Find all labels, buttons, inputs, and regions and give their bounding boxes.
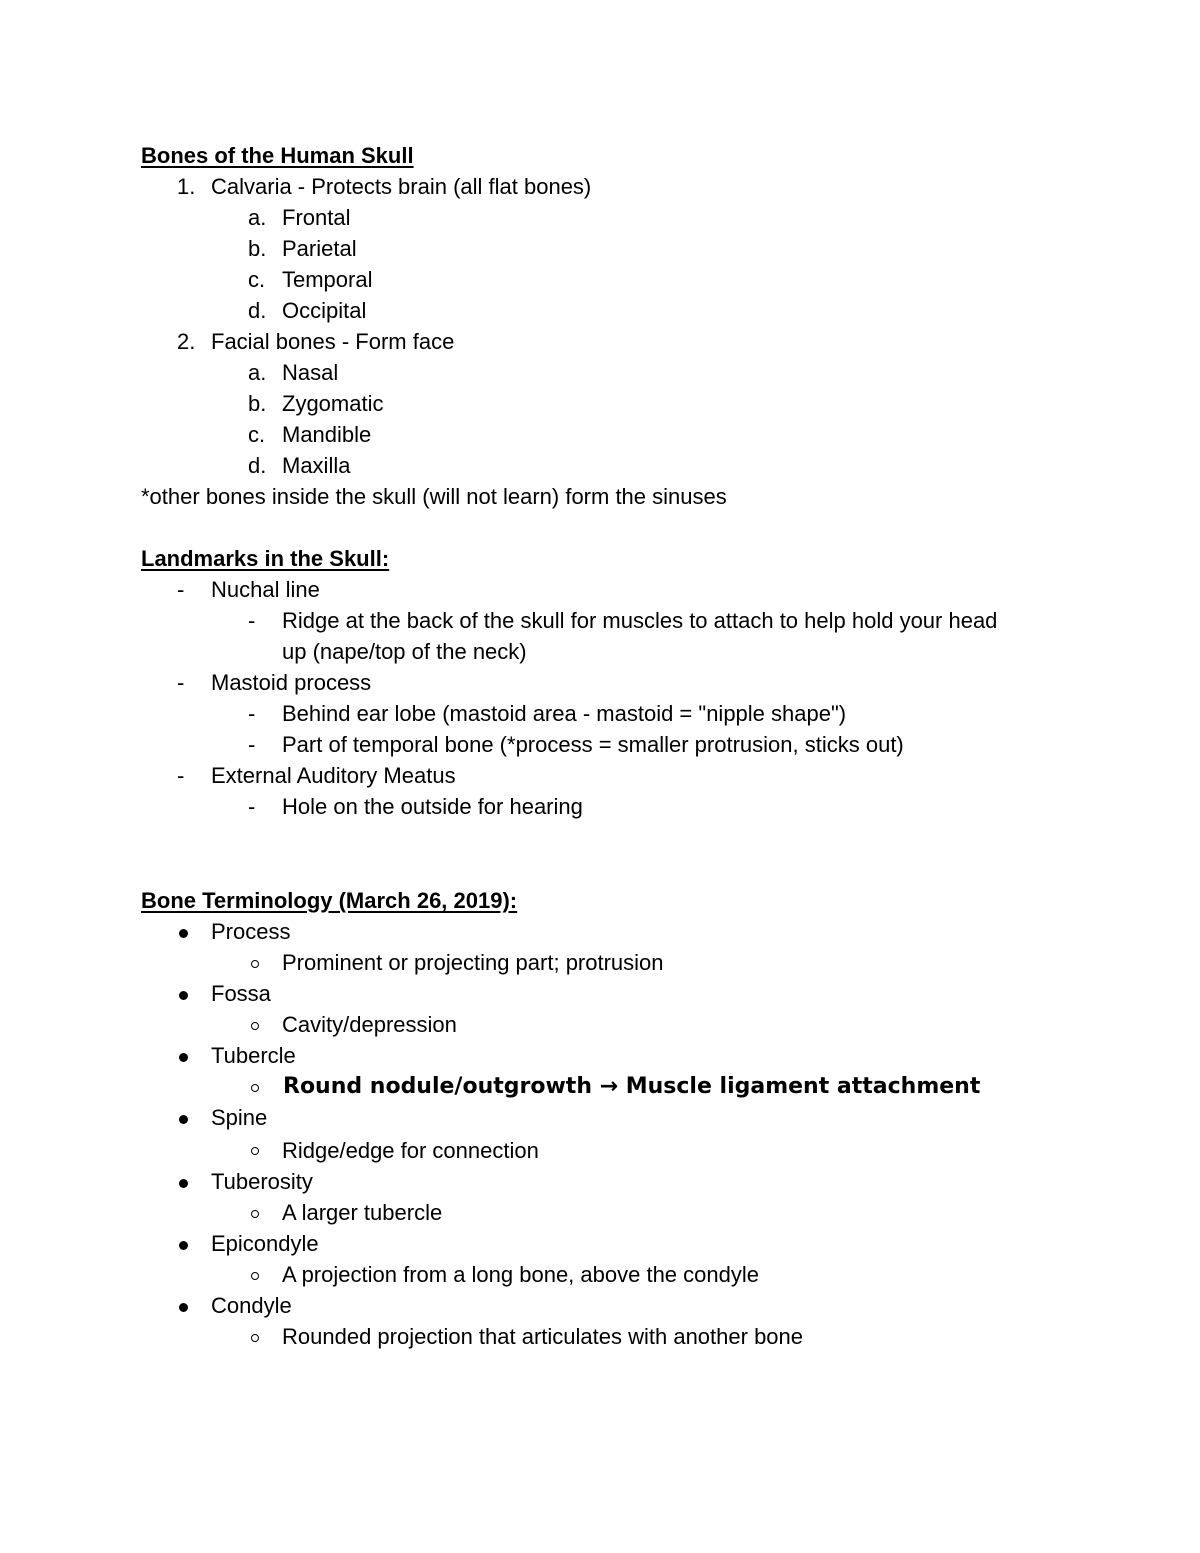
term-epicondyle-definition: A projection from a long bone, above the condyle — [282, 1262, 759, 1287]
term-process-definition: Prominent or projecting part; protrusion — [282, 950, 664, 975]
term-fossa: Fossa — [211, 981, 271, 1006]
dash-marker: - — [177, 670, 185, 695]
bullet-dot — [179, 991, 188, 1000]
list-number: 2. — [177, 329, 196, 354]
list-item-mastoid-part: Part of temporal bone (*process = smaller protrusion, sticks out) — [282, 732, 904, 757]
list-number: 1. — [177, 174, 196, 199]
list-letter: b. — [248, 391, 267, 416]
list-item-facial-bones: Facial bones - Form face — [211, 329, 455, 354]
bullet-circle — [251, 1272, 259, 1280]
term-tuberosity-definition: A larger tubercle — [282, 1200, 443, 1225]
list-item-mastoid-location: Behind ear lobe (mastoid area - mastoid = "nipple shape") — [282, 701, 847, 726]
list-letter: d. — [248, 453, 267, 478]
list-item-zygomatic: Zygomatic — [282, 391, 384, 416]
bullet-circle — [251, 1022, 259, 1030]
bullet-circle — [251, 1084, 259, 1092]
term-tuberosity: Tuberosity — [211, 1169, 313, 1194]
bullet-circle — [251, 1334, 259, 1342]
list-item-nuchal-line: Nuchal line — [211, 577, 320, 602]
list-letter: a. — [248, 360, 267, 385]
list-item-meatus-description: Hole on the outside for hearing — [282, 794, 583, 819]
term-condyle: Condyle — [211, 1293, 292, 1318]
bullet-circle — [251, 1147, 259, 1155]
list-item-nuchal-description-cont: up (nape/top of the neck) — [282, 639, 527, 664]
dash-marker: - — [248, 732, 256, 757]
dash-marker: - — [177, 577, 185, 602]
term-condyle-definition: Rounded projection that articulates with another bone — [282, 1324, 804, 1349]
list-item-nuchal-description: Ridge at the back of the skull for muscles to attach to help hold your head — [282, 608, 998, 633]
note-sinuses: *other bones inside the skull (will not learn) form the sinuses — [141, 484, 727, 509]
list-item-calvaria: Calvaria - Protects brain (all flat bones) — [211, 174, 592, 199]
list-item-frontal: Frontal — [282, 205, 351, 230]
section-heading-bone-terminology: Bone Terminology (March 26, 2019): — [141, 888, 518, 913]
list-item-temporal: Temporal — [282, 267, 373, 292]
dash-marker: - — [248, 701, 256, 726]
term-spine-definition: Ridge/edge for connection — [282, 1138, 539, 1163]
list-item-maxilla: Maxilla — [282, 453, 351, 478]
bullet-circle — [251, 1210, 259, 1218]
dash-marker: - — [248, 608, 256, 633]
list-item-nasal: Nasal — [282, 360, 339, 385]
bullet-dot — [179, 929, 188, 938]
dash-marker: - — [177, 763, 185, 788]
bullet-circle — [251, 960, 259, 968]
list-letter: c. — [248, 422, 266, 447]
term-tubercle: Tubercle — [211, 1043, 296, 1068]
bullet-dot — [179, 1179, 188, 1188]
section-heading-landmarks: Landmarks in the Skull: — [141, 546, 390, 571]
term-spine: Spine — [211, 1105, 268, 1130]
dash-marker: - — [248, 794, 256, 819]
section-heading-bones-of-skull: Bones of the Human Skull — [141, 143, 414, 168]
term-fossa-definition: Cavity/depression — [282, 1012, 457, 1037]
list-item-occipital: Occipital — [282, 298, 367, 323]
list-letter: d. — [248, 298, 267, 323]
list-item-mandible: Mandible — [282, 422, 372, 447]
list-letter: b. — [248, 236, 267, 261]
term-tubercle-definition: Round nodule/outgrowth → Muscle ligament attachment — [283, 1074, 981, 1099]
list-letter: a. — [248, 205, 267, 230]
list-letter: c. — [248, 267, 266, 292]
bullet-dot — [179, 1115, 188, 1124]
list-item-mastoid-process: Mastoid process — [211, 670, 372, 695]
term-epicondyle: Epicondyle — [211, 1231, 319, 1256]
term-process: Process — [211, 919, 291, 944]
list-item-external-auditory-meatus: External Auditory Meatus — [211, 763, 456, 788]
bullet-dot — [179, 1241, 188, 1250]
list-item-parietal: Parietal — [282, 236, 357, 261]
bullet-dot — [179, 1053, 188, 1062]
bullet-dot — [179, 1303, 188, 1312]
